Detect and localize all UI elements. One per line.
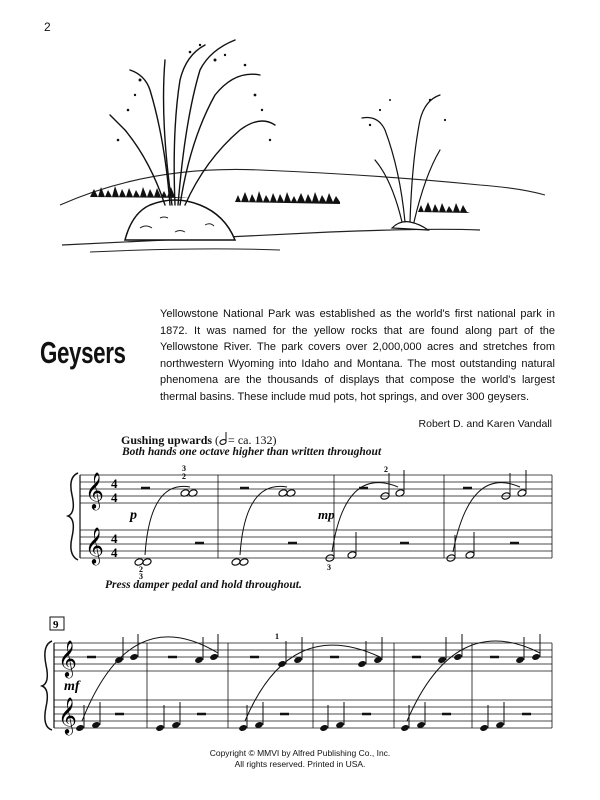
treble-clef-icon: 𝄞 [85, 527, 104, 563]
music-system-1 [0, 455, 600, 580]
page-title: Geysers [40, 335, 126, 370]
fingering: 3 [327, 563, 331, 572]
fingering: 1 [275, 632, 279, 641]
dynamic-mezzo-forte: mf [64, 679, 80, 694]
fingering: 2 [139, 565, 143, 574]
fingering: 3 [182, 464, 186, 473]
time-signature-bottom: 4 [111, 490, 118, 505]
pedal-instruction: Press damper pedal and hold throughout. [105, 579, 302, 591]
tempo-open-paren: ( [215, 433, 220, 447]
fingering: 2 [182, 472, 186, 481]
copyright-line: Copyright © MMVI by Alfred Publishing Co., Inc. [209, 748, 391, 758]
intro-paragraph: Yellowstone National Park was established as the world's first national park in 1872. It was named for the yellow rocks that are found along part of the Yellowstone River. The park covers over 2,000,000 acres and stretches from northwestern Wyoming into Idaho and Montana. The most outstanding natural phenomena are the thousands of displays that compose the world's largest thermal basins. These include mud pots, hot springs, and over 300 geysers. [160, 308, 555, 403]
dynamic-piano: p [130, 508, 137, 523]
page-number: 2 [44, 20, 51, 34]
treble-clef-icon: 𝄞 [58, 640, 77, 676]
tempo-text: Gushing upwards [121, 433, 213, 447]
time-signature-bottom: 4 [111, 545, 118, 560]
composer-credit: Robert D. and Karen Vandall [418, 418, 552, 430]
grand-staff-brace [42, 641, 52, 730]
fingering: 3 [139, 572, 143, 580]
copyright-notice [0, 748, 600, 769]
geyser-illustration [0, 0, 600, 300]
fingering: 2 [384, 465, 388, 474]
music-system-2 [0, 615, 600, 740]
time-signature-top: 4 [111, 476, 118, 491]
half-note-icon [219, 432, 228, 446]
tempo-value: = ca. 132) [228, 433, 277, 447]
octave-instruction: Both hands one octave higher than written throughout [122, 446, 382, 458]
treble-clef-icon: 𝄞 [58, 697, 77, 733]
measure-number: 9 [53, 619, 59, 631]
time-signature-top: 4 [111, 531, 118, 546]
grand-staff-brace [68, 473, 78, 560]
rights-line: All rights reserved. Printed in USA. [234, 758, 366, 769]
dynamic-mezzo-piano: mp [318, 507, 335, 522]
treble-clef-icon: 𝄞 [85, 472, 104, 508]
